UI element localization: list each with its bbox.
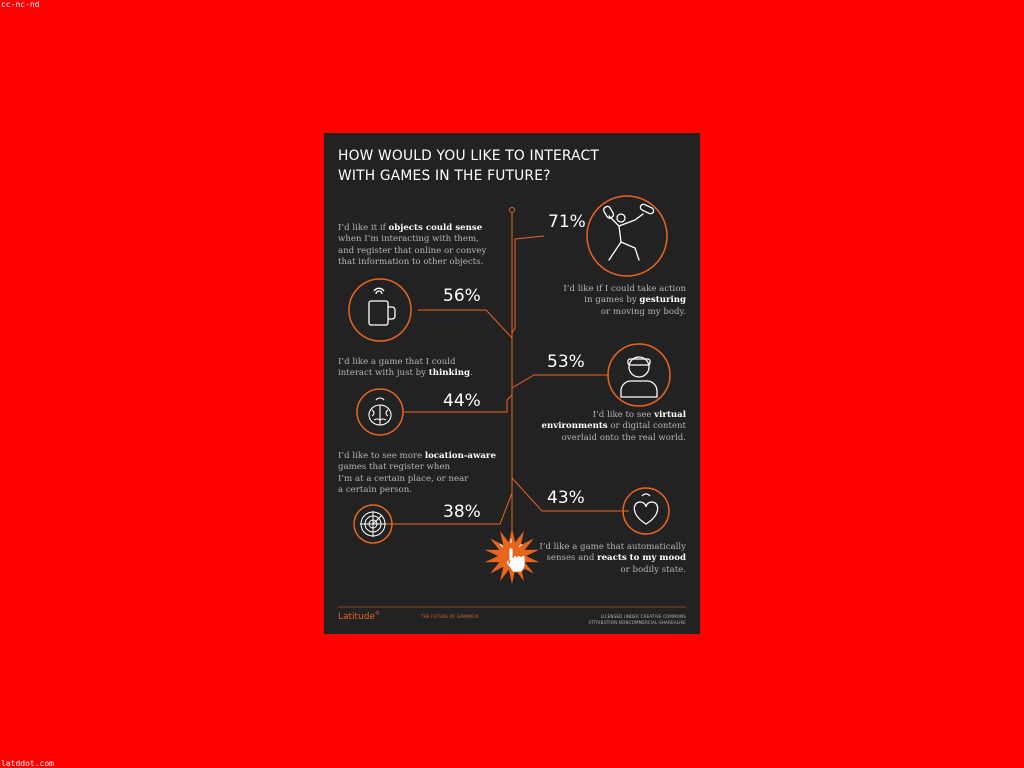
description-71: I’d like if I could take action in games by gesturing or moving my body.: [563, 284, 686, 317]
license-watermark-top: cc-nc-nd: [1, 0, 40, 9]
description-38: I’d like to see more location-aware games that register when I’m at a certain place, or near a certain person.: [338, 451, 496, 496]
data-label-53: 53%: [547, 352, 585, 372]
site-watermark-bottom: latddot.com: [1, 759, 54, 768]
description-53: I’d like to see virtual environments or digital content overlaid onto the real world.: [541, 410, 686, 443]
description-56: I’d like it if objects could sense when I’m interacting with them, and register that online or convey that information to other objects.: [338, 223, 487, 268]
poster-title: [338, 146, 599, 186]
title-line-1: HOW WOULD YOU LIKE TO INTERACT: [338, 148, 599, 164]
title-line-2: WITH GAMES IN THE FUTURE?: [338, 168, 551, 184]
brand-logo: Latitude®: [338, 611, 381, 622]
data-label-44: 44%: [443, 391, 481, 411]
series-name: THE FUTURE OF GAMING®: [421, 614, 479, 619]
data-label-71: 71%: [548, 212, 586, 232]
data-label-56: 56%: [443, 286, 481, 306]
license-text: LICENSED UNDER CREATIVE COMMONS ATTRIBUTION-NONCOMMERCIAL-SHAREALIKE: [588, 614, 686, 625]
description-43: I’d like a game that automatically senses and reacts to my mood or bodily state.: [539, 542, 686, 575]
data-label-38: 38%: [443, 502, 481, 522]
data-label-43: 43%: [547, 488, 585, 508]
description-44: I’d like a game that I could interact with just by thinking.: [338, 357, 473, 379]
infographic-poster: [324, 133, 700, 634]
